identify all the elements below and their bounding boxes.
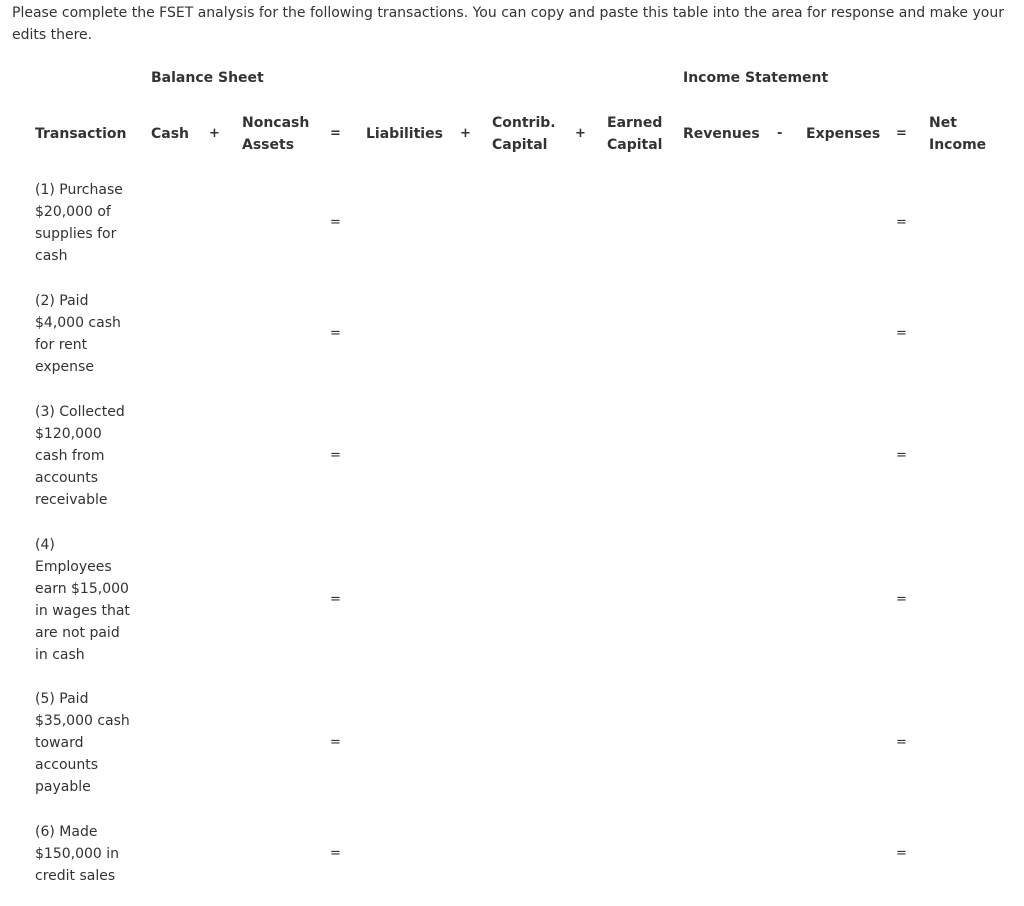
row1-equals-balance: =	[330, 215, 341, 230]
header-plus-3: +	[575, 126, 586, 141]
header-minus: -	[777, 126, 783, 141]
row5-equals-income: =	[896, 735, 907, 750]
row2-equals-income: =	[896, 326, 907, 341]
header-net-line2: Income	[929, 137, 987, 153]
instructions-text: Please complete the FSET analysis for the following transactions. You can copy and paste this table into the area for response and make your edits there.	[12, 5, 1004, 43]
row4-equals-balance: =	[330, 592, 341, 607]
income-statement-label: Income Statement	[683, 70, 829, 86]
row3-equals-income: =	[896, 448, 907, 463]
header-transaction: Transaction	[35, 126, 127, 142]
transaction-3: (3) Collected $120,000 cash from accounts receivable	[35, 404, 125, 508]
header-revenues: Revenues	[683, 126, 760, 142]
header-cash: Cash	[151, 126, 190, 142]
header-earned-line1: Earned	[607, 115, 663, 131]
header-equals-1: =	[330, 126, 341, 141]
transaction-4: (4) Employees earn $15,000 in wages that are not paid in cash	[35, 537, 130, 663]
header-expenses: Expenses	[806, 126, 881, 142]
transaction-1: (1) Purchase $20,000 of supplies for cash	[35, 182, 123, 264]
row3-equals-balance: =	[330, 448, 341, 463]
header-contrib-capital	[492, 112, 556, 156]
row1-equals-income: =	[896, 215, 907, 230]
header-equals-2: =	[896, 126, 907, 141]
transaction-6: (6) Made $150,000 in credit sales	[35, 824, 120, 884]
header-contrib-line2: Capital	[492, 137, 548, 153]
balance-sheet-label: Balance Sheet	[151, 70, 264, 86]
header-net-income	[929, 112, 986, 156]
header-earned-line2: Capital	[607, 137, 663, 153]
header-plus-2: +	[460, 126, 471, 141]
header-noncash-assets	[242, 112, 309, 156]
transaction-2: (2) Paid $4,000 cash for rent expense	[35, 293, 121, 375]
row6-equals-income: =	[896, 846, 907, 861]
header-noncash-line1: Noncash	[242, 115, 310, 131]
header-liabilities: Liabilities	[366, 126, 443, 142]
header-net-line1: Net	[929, 115, 957, 131]
header-noncash-line2: Assets	[242, 137, 295, 153]
header-earned-capital	[607, 112, 662, 156]
header-contrib-line1: Contrib.	[492, 115, 556, 131]
row5-equals-balance: =	[330, 735, 341, 750]
row6-equals-balance: =	[330, 846, 341, 861]
transaction-5: (5) Paid $35,000 cash toward accounts payable	[35, 691, 130, 795]
header-plus-1: +	[209, 126, 220, 141]
row2-equals-balance: =	[330, 326, 341, 341]
row4-equals-income: =	[896, 592, 907, 607]
